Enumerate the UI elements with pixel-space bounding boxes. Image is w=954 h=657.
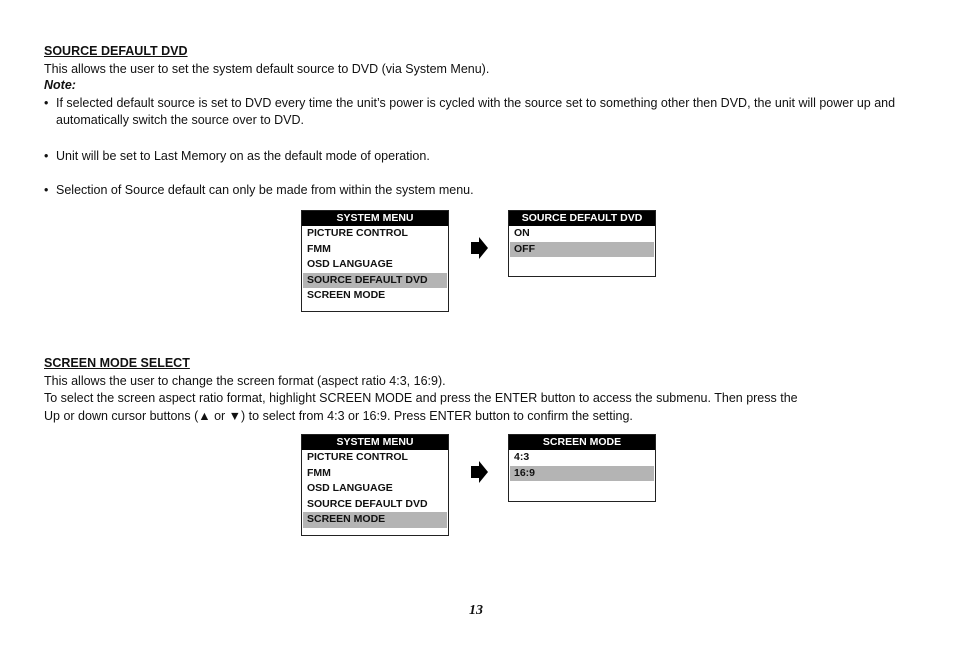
menu-item[interactable]: FMM — [307, 242, 331, 255]
section-intro: This allows the user to set the system default source to DVD (via System Menu). — [44, 62, 490, 76]
section-heading-source-default: SOURCE DEFAULT DVD — [44, 44, 188, 58]
page-number: 13 — [469, 603, 483, 618]
submenu-title: SOURCE DEFAULT DVD — [509, 211, 655, 226]
menu-title: SYSTEM MENU — [302, 435, 448, 450]
section-intro: This allows the user to change the screen format (aspect ratio 4:3, 16:9). — [44, 374, 446, 388]
system-menu-box — [301, 434, 449, 536]
bullet-text: If selected default source is set to DVD every time the unit’s power is cycled with the source set to something other then DVD, the unit will power up and automatically switch the source over to DVD. — [56, 96, 896, 127]
bullet-dot: • — [44, 96, 49, 110]
submenu-item[interactable]: 4:3 — [514, 451, 530, 463]
menu-item[interactable]: PICTURE CONTROL — [307, 227, 408, 239]
bullet-text: Selection of Source default can only be made from within the system menu. — [56, 183, 474, 197]
bullet-item — [44, 182, 924, 199]
submenu-item[interactable]: ON — [514, 227, 530, 239]
note-label: Note: — [44, 78, 76, 92]
section-heading-screen-mode: SCREEN MODE SELECT — [44, 356, 190, 370]
system-menu-box — [301, 210, 449, 312]
bullet-text: Unit will be set to Last Memory on as the default mode of operation. — [56, 149, 430, 163]
menu-item[interactable]: OSD LANGUAGE — [307, 258, 393, 270]
submenu-title: SCREEN MODE — [509, 435, 655, 450]
menu-item[interactable]: PICTURE CONTROL — [307, 451, 408, 463]
menu-item[interactable]: FMM — [307, 466, 331, 479]
menu-item[interactable]: SOURCE DEFAULT DVD — [307, 497, 428, 510]
right-arrow-icon — [471, 461, 489, 483]
section-instructions: To select the screen aspect ratio format, highlight SCREEN MODE and press the ENTER button to access the submenu. Then press the — [44, 391, 798, 405]
submenu-item-highlighted[interactable]: OFF — [510, 242, 654, 258]
right-arrow-icon — [471, 237, 489, 259]
section-instructions: Up or down cursor buttons (▲ or ▼) to select from 4:3 or 16:9. Press ENTER button to confirm the setting. — [44, 409, 633, 423]
menu-item[interactable]: OSD LANGUAGE — [307, 482, 393, 494]
menu-title: SYSTEM MENU — [302, 211, 448, 226]
menu-item[interactable]: SCREEN MODE — [307, 289, 386, 301]
bullet-dot: • — [44, 149, 49, 163]
submenu-box — [508, 210, 656, 277]
submenu-box — [508, 434, 656, 502]
bullet-item — [44, 148, 924, 165]
menu-item-highlighted[interactable]: SOURCE DEFAULT DVD — [303, 273, 447, 289]
submenu-item-highlighted[interactable]: 16:9 — [510, 466, 654, 482]
bullet-item — [44, 95, 924, 129]
bullet-dot: • — [44, 183, 49, 197]
menu-item-highlighted[interactable]: SCREEN MODE — [303, 512, 447, 528]
